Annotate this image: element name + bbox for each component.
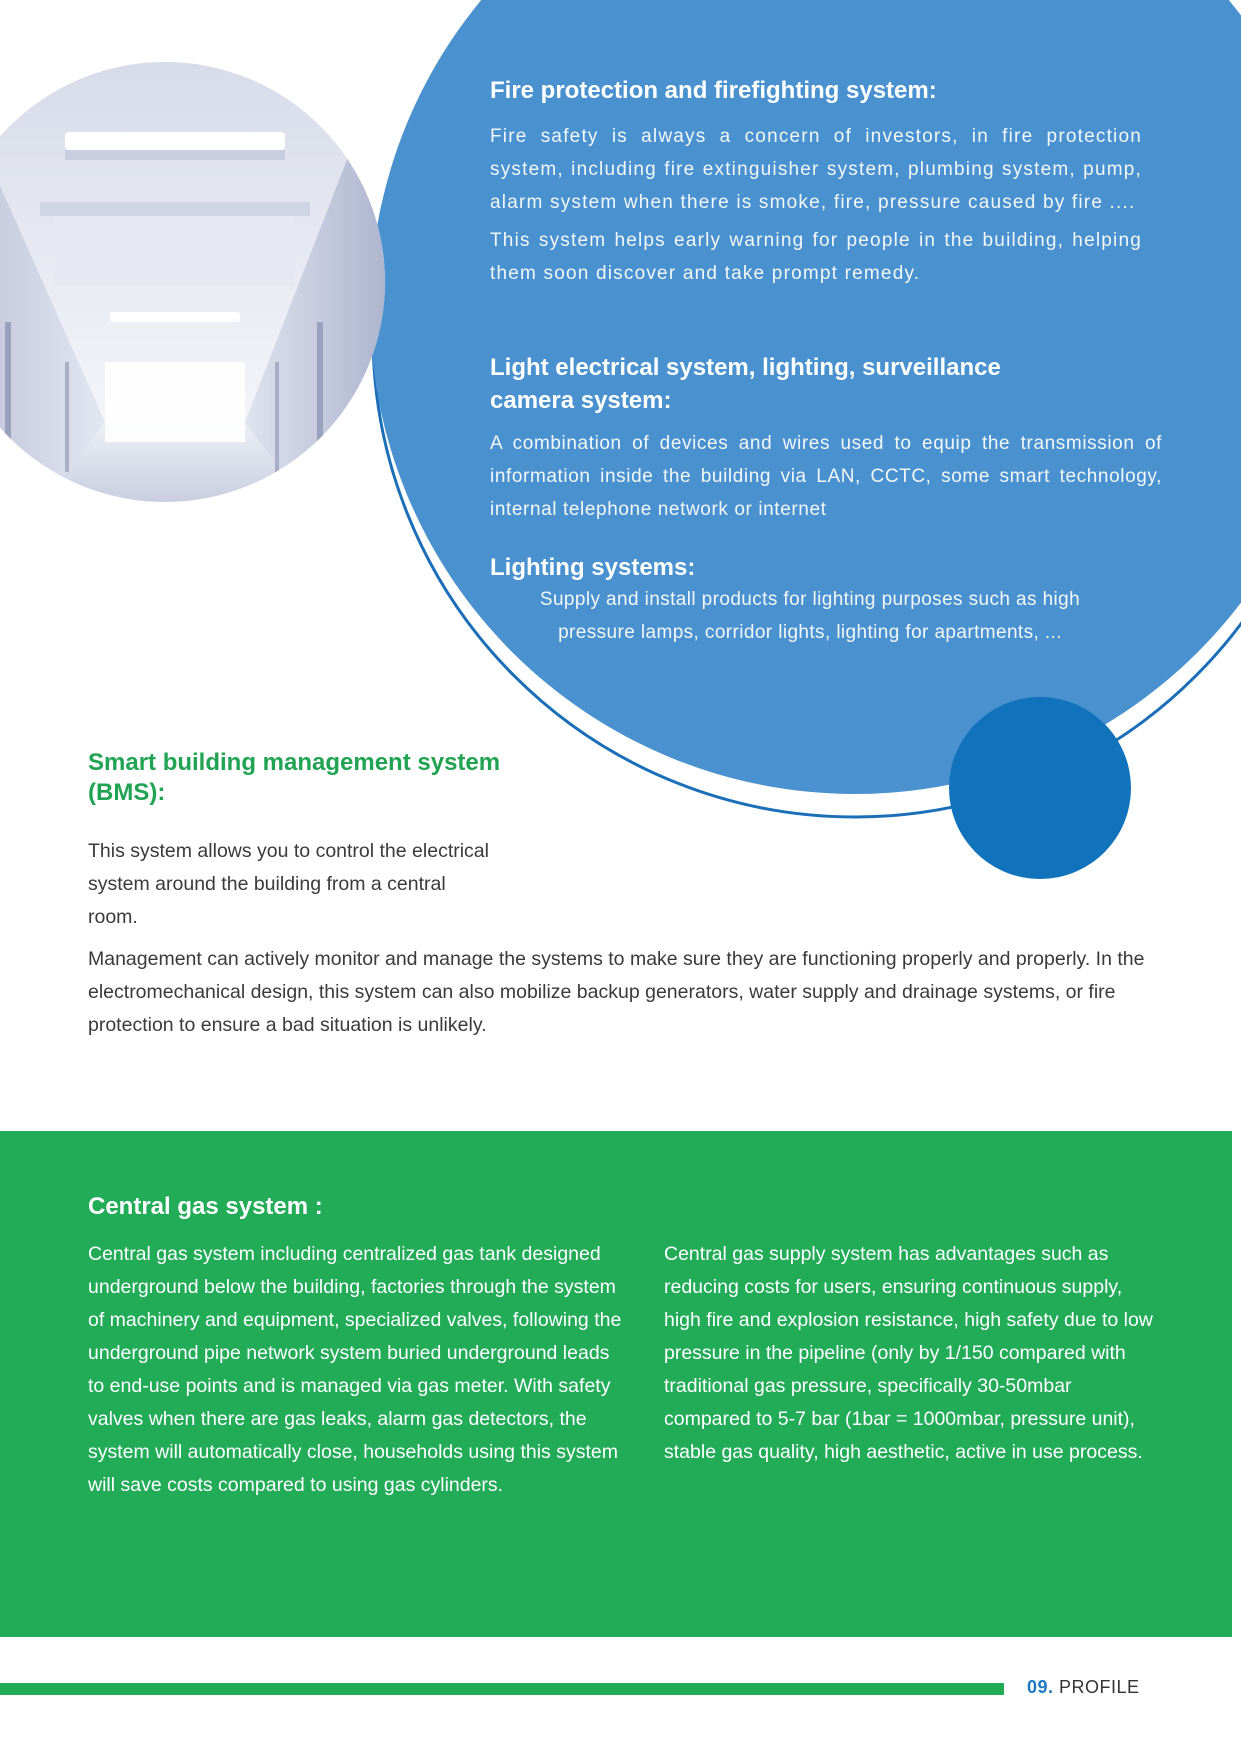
fire-protection-title: Fire protection and firefighting system: (490, 77, 937, 104)
central-gas-band (0, 1131, 1232, 1637)
central-gas-column-1: Central gas system including centralized gas tank designed underground below the building, factories through the system of machinery and equipment, specialized valves, following the underground pipe network system buried underground leads to end-use points and is managed via gas meter. With safety valves when there are gas leaks, alarm gas detectors, the system will automatically close, households using this system will save costs compared to using gas cylinders. (88, 1243, 622, 1496)
lighting-systems-line-2: pressure lamps, corridor lights, lighting for apartments, ... (558, 622, 1062, 643)
bms-paragraph-1: This system allows you to control the electrical system around the building from a central room. (88, 840, 489, 928)
central-gas-column-2: Central gas supply system has advantages such as reducing costs for users, ensuring continuous supply, high fire and explosion resistance, high safety due to low pressure in the pipeline (only by 1/150 compared with traditional gas pressure, specifically 30-50mbar compared to 5-7 bar (1bar = 1000mbar, pressure unit), stable gas quality, high aesthetic, active in use process. (664, 1243, 1153, 1463)
light-electrical-title: Light electrical system, lighting, surveillance camera system: (490, 354, 1001, 414)
bms-title: Smart building management system (BMS): (88, 749, 501, 806)
footer-page-number: 09. (1027, 1677, 1054, 1697)
fire-protection-paragraph-2: This system helps early warning for people in the building, helping them soon discover and take prompt remedy. (490, 230, 1142, 284)
lighting-systems-line-1: Supply and install products for lighting purposes such as high (539, 589, 1081, 610)
light-electrical-paragraph: A combination of devices and wires used to equip the transmission of information inside the building via LAN, CCTC, some smart technology, internal telephone network or internet (490, 433, 1162, 520)
light-electrical-section (490, 351, 1162, 526)
lighting-systems-section (490, 551, 1142, 584)
fire-protection-paragraph-1: Fire safety is always a concern of investors, in fire protection system, including fire extinguisher system, plumbing system, pump, alarm system when there is smoke, fire, pressure caused by fire .... (490, 126, 1142, 213)
central-gas-title: Central gas system : (88, 1193, 323, 1220)
lighting-systems-body (470, 583, 1150, 649)
footer-green-bar (0, 1683, 1004, 1695)
fire-protection-section (490, 74, 1142, 290)
bms-section (88, 748, 508, 934)
dark-blue-circle (949, 697, 1131, 879)
bms-paragraph-2-wrap (88, 943, 1148, 1042)
bms-paragraph-2: Management can actively monitor and manage the systems to make sure they are functioning properly and properly. In the electromechanical design, this system can also mobilize backup generators, water supply and drainage systems, or fire protection to ensure a bad situation is unlikely. (88, 948, 1145, 1036)
footer-label (1027, 1677, 1140, 1698)
footer-section-label: PROFILE (1059, 1677, 1140, 1697)
lighting-systems-title: Lighting systems: (490, 554, 696, 581)
